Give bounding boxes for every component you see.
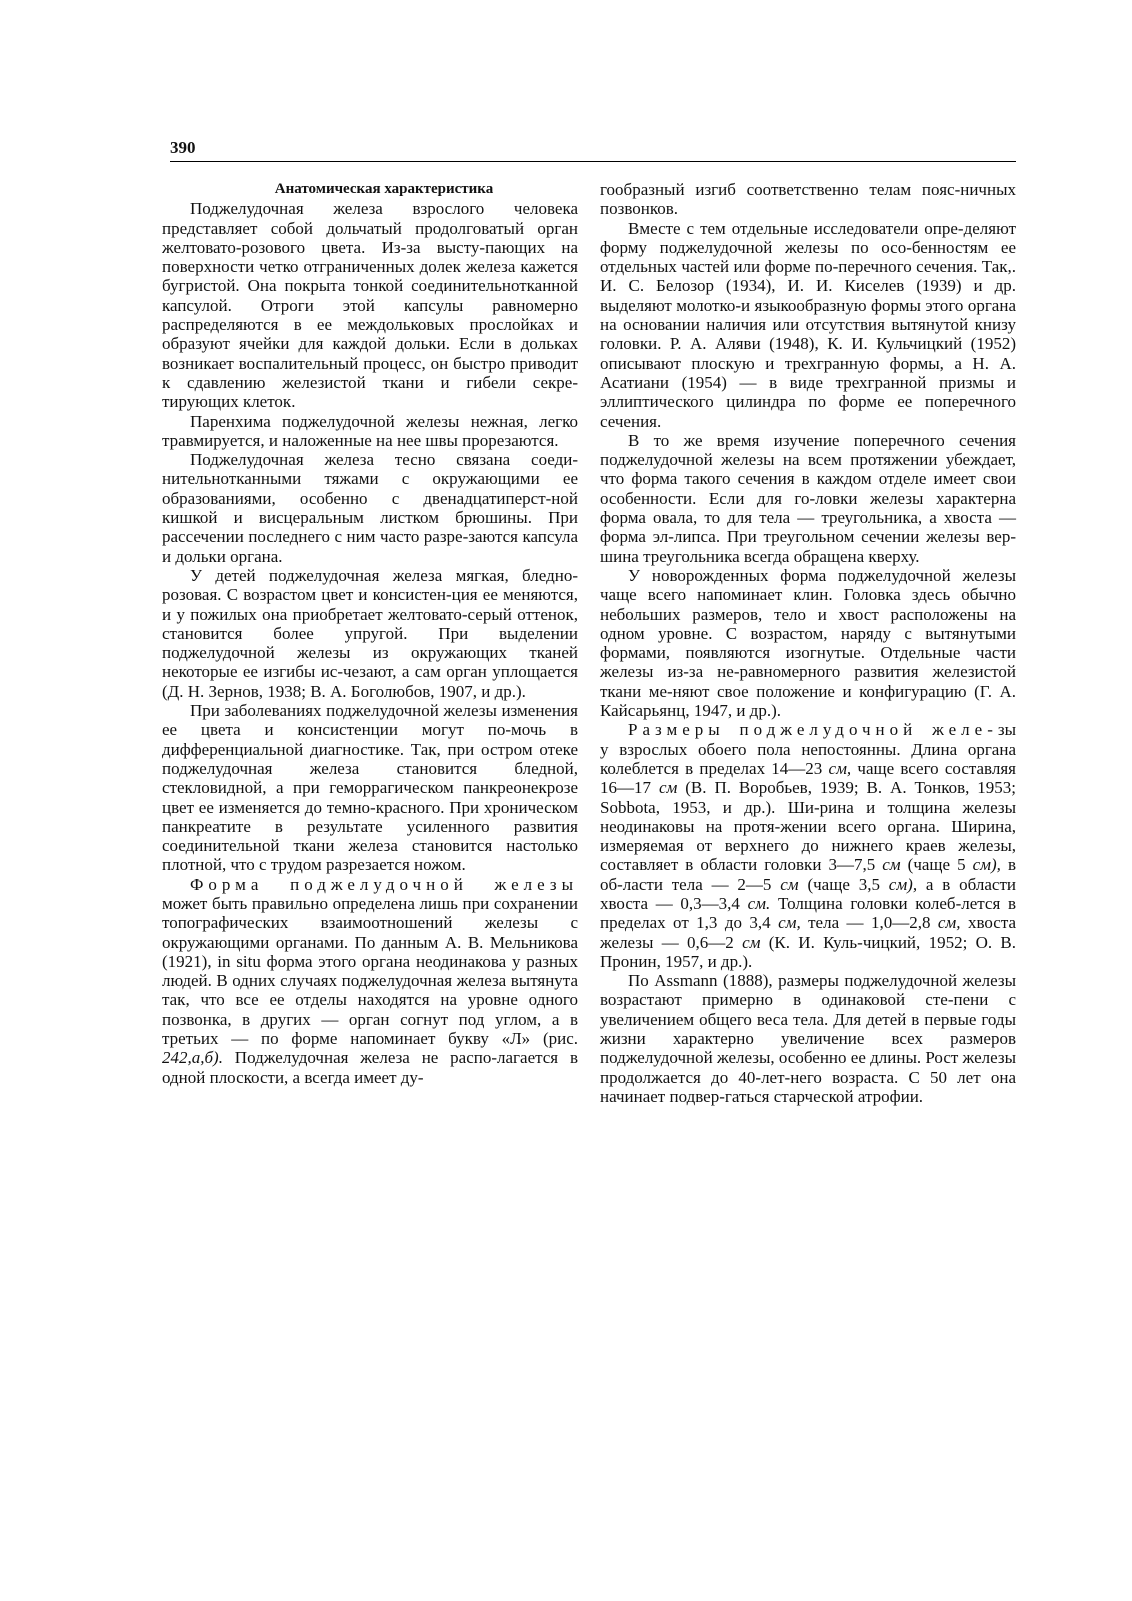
text: а в области хвоста — 0,3—3,4 (600, 874, 1016, 913)
text: тела — 1,0—2,8 (800, 913, 938, 933)
text: (чаще 5 (900, 855, 973, 875)
paragraph: Вместе с тем отдельные исследователи опре-деляют форму поджелудочной железы по осо-бенностям ее отдельных частей или форме по-перечного сечения. Так,. И. С. Белозор (1934), И. И. Киселев (1939) и др. выделяют молотко-и языкообразную формы этого органа на основании наличия или отсутствия вытянутой книзу головки. Р. А. Аляви (1948), К. И. Кульчицкий (1952) описывают плоскую и трехгранную формы, а Н. А. Асатиани (1954) — в виде трехгранной призмы и эллиптического цилиндра по форме ее поперечного сечения. (600, 218, 1016, 431)
section-title: Анатомическая характеристика (274, 181, 494, 197)
paragraph: Поджелудочная железа тесно связана соеди-нительнотканными тяжами с окружающими ее образованиями, особенно с двенадцатиперст-ной кишкой и висцеральным листком брюшины. При рассечении последнего с ним часто разре-заются капсула и дольки органа. (162, 450, 578, 566)
paragraph: По Assmann (1888), размеры поджелудочной железы возрастают примерно в одинаковой сте-пени с увеличением общего веса тела. Для детей в первые годы жизни характерно увеличение всех размеров поджелудочной железы, особенно ее длины. Рост железы продолжается до 40-лет-него возраста. С 50 лет она начинает подвер-гаться старческой атрофии. (600, 971, 1016, 1106)
unit: см (780, 874, 799, 894)
text: Толщина головки колеб-лется в пределах от 1,3 до 3,4 (600, 893, 1016, 933)
unit: см (742, 932, 761, 952)
unit: см (658, 778, 678, 798)
text: (К. И. Куль-чицкий, 1952; О. В. Пронин, 1957, и др.). (600, 932, 1016, 971)
header-rule (170, 161, 1016, 162)
text: Поджелудочная железа не распо-лагается в одной плоскости, а всегда имеет ду- (162, 1048, 578, 1087)
paragraph: Паренхима поджелудочной железы нежная, легко травмируется, и наложенные на нее швы прорезаются. (162, 411, 578, 450)
text: хвоста железы — 0,6—2 (600, 913, 1017, 952)
paragraph: При заболеваниях поджелудочной железы изменения ее цвета и консистенции могут по-мочь в дифференциальной диагностике. Так, при остром отеке поджелудочная железа становится бледной, стекловидной, а при геморрагическом панкреонекрозе цвет ее изменяется до темно-красного. При хроническом панкреатите в результате усиленного развития соединительной ткани железа становится настолько плотной, что с трудом разрезается ножом. (162, 701, 578, 875)
unit: см, (937, 913, 961, 933)
unit: см), (888, 874, 918, 894)
paragraph: Поджелудочная железа взрослого человека представляет собой дольчатый продолговатый орган желтовато-розового цвета. Из-за высту-пающих на поверхности четко отграниченных долек железа кажется бугристой. Она покрыта тонкой соединительнотканной капсулой. Отроги этой капсулы равномерно распределяются в ее междольковых прослойках и образуют ячейки для каждой дольки. Если в дольках возникает воспалительный процесс, он быстро приводит к сдавлению железистой ткани и гибели секре-тирующих клеток. (162, 199, 578, 412)
paragraph (162, 875, 578, 1087)
text: может быть правильно определена лишь при сохранении топографических взаимоотношений железы с окружающими органами. По данным А. В. Мельникова (1921), in situ форма этого органа неодинакова у разных людей. В одних случаях поджелудочная железа вытянута так, что все ее отделы находятся на уровне одного позвонка, в других — орган согнут под углом, а в третьих — по форме напоминает букву «Л» (рис. (162, 893, 578, 1049)
figure-reference: 242,а,б). (162, 1048, 223, 1068)
paragraph: В то же время изучение поперечного сечения поджелудочной железы на всем протяжении убеждает, что форма такого сечения в каждом отделе имеет свои особенности. Если для го-ловки железы характерна форма овала, то для тела — треугольника, а хвоста — форма эл-липса. При треугольном сечении железы вер-шина треугольника всегда обращена кверху. (600, 430, 1016, 566)
paragraph: У детей поджелудочная железа мягкая, бледно-розовая. С возрастом цвет и консистен-ция ее меняются, и у пожилых она приобретает желтовато-серый оттенок, становится более упругой. При выделении поджелудочной железы из окружающих тканей некоторые ее изгибы ис-чезают, а сам орган уплощается (Д. Н. Зернов, 1938; В. А. Боголюбов, 1907, и др.). (162, 565, 578, 701)
text: чаще всего составляя 16—17 (600, 758, 1016, 798)
text: (чаще 3,5 (798, 874, 889, 894)
unit: см, (778, 913, 801, 933)
page-number: 390 (170, 138, 196, 157)
spaced-heading: Размеры поджелудочной желе- (628, 720, 998, 740)
unit: см, (828, 758, 852, 778)
left-column (162, 180, 578, 1087)
paragraph-continued: гообразный изгиб соответственно телам пояс-ничных позвонков. (600, 180, 1016, 219)
paragraph: У новорожденных форма поджелудочной железы чаще всего напоминает клин. Головка здесь обычно небольших размеров, тело и хвост расположены на одном уровне. С возрастом, наряду с вытянутыми формами, появляются изогнутые. Отдельные части железы из-за не-равномерного развития железистой ткани ме-няют свое положение и конфигурацию (Г. А. Кайсарьянц, 1947, и др.). (600, 565, 1016, 721)
right-column (600, 180, 1016, 1106)
text: зы у взрослых обоего пола непостоянны. Длина органа колеблется в пределах 14—23 (600, 720, 1016, 778)
unit: см (882, 855, 901, 875)
paragraph (600, 720, 1016, 971)
text: (В. П. Воробьев, 1939; В. А. Тонков, 1953; Sobbota, 1953, и др.). Ши-рина и толщина железы неодинаковы на протя-жении всего органа. Ширина, измеряемая от верхнего до нижнего краев железы, составляет в области головки 3—7,5 (600, 778, 1017, 875)
unit: см), (972, 855, 1001, 875)
text: в об-ласти тела — 2—5 (600, 855, 1016, 894)
unit: см. (747, 893, 771, 913)
spaced-heading: Форма поджелудочной железы (190, 874, 578, 894)
